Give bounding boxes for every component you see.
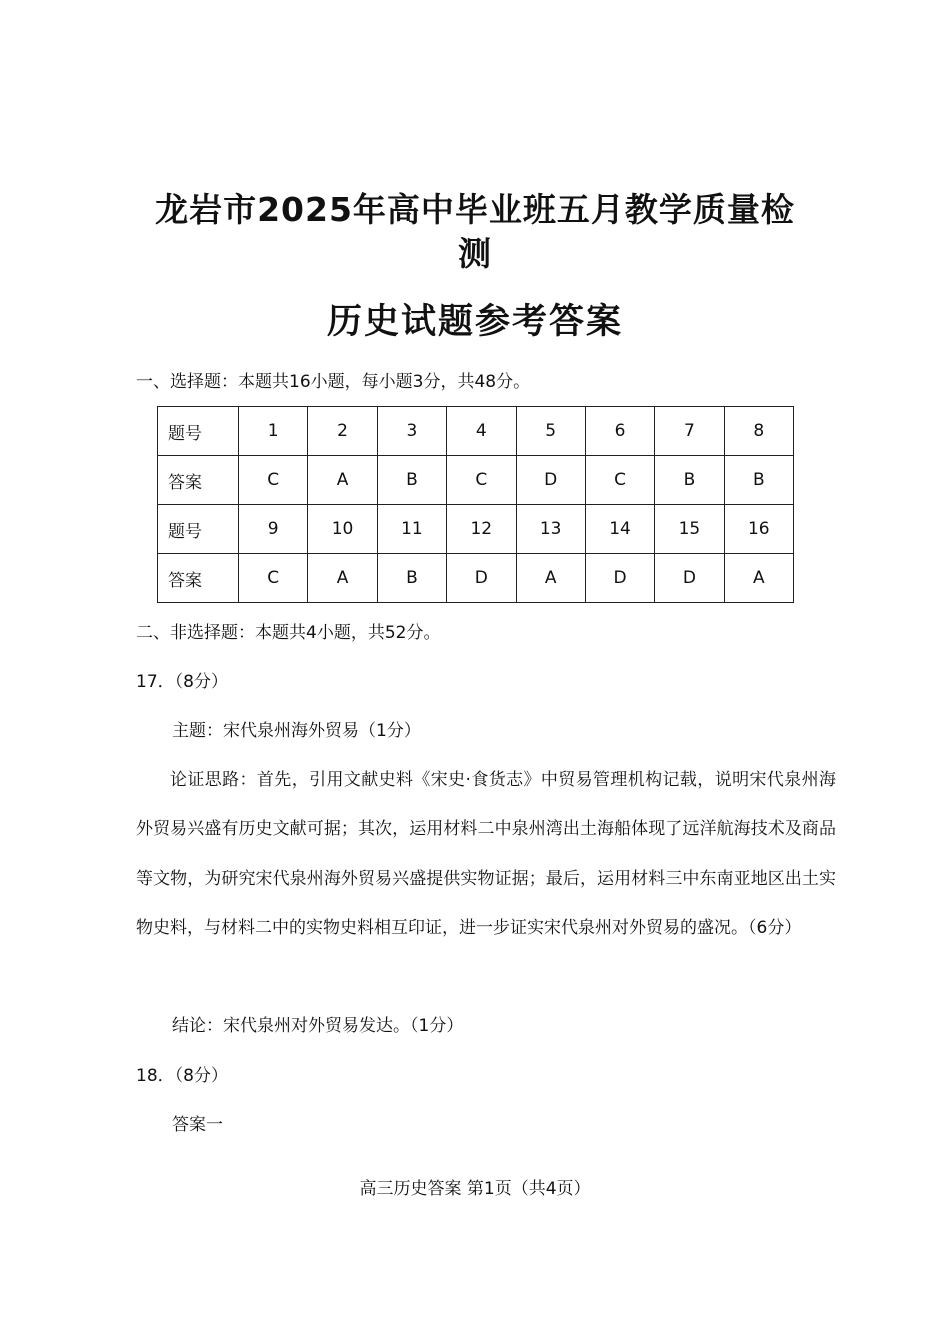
answer-table-cell: 12: [447, 505, 516, 554]
answer-table-cell: 15: [655, 505, 724, 554]
answer-table-cell: B: [377, 456, 446, 505]
document-subtitle: 历史试题参考答案: [326, 302, 623, 342]
answer-table-row: [158, 456, 794, 505]
answer-table-cell: A: [308, 554, 377, 603]
answer-table-cell: B: [377, 554, 446, 603]
answer-table-cell: 8: [724, 407, 793, 456]
answer-table-cell: D: [655, 554, 724, 603]
answer-table-cell: 5: [516, 407, 585, 456]
answer-table-cell: 6: [585, 407, 654, 456]
answer-table-cell: 3: [377, 407, 446, 456]
question-17-conclusion: 结论：宋代泉州对外贸易发达。（1分）: [172, 1016, 464, 1036]
section-2-heading: 二、非选择题：本题共4小题，共52分。: [136, 623, 441, 643]
page-footer: 高三历史答案 第1页（共4页）: [359, 1179, 591, 1199]
answer-table-cell: 16: [724, 505, 793, 554]
answer-table-cell: C: [585, 456, 654, 505]
answer-table-row: [158, 505, 794, 554]
answer-table-cell: B: [655, 456, 724, 505]
answer-table-cell: C: [239, 554, 308, 603]
answer-table-cell: 9: [239, 505, 308, 554]
answer-table-cell: D: [447, 554, 516, 603]
answer-table-cell: A: [308, 456, 377, 505]
answer-table-row-label: 答案: [158, 554, 239, 603]
answer-table-cell: 2: [308, 407, 377, 456]
answer-table-cell: 7: [655, 407, 724, 456]
answer-table-cell: C: [239, 456, 308, 505]
answer-table-cell: 13: [516, 505, 585, 554]
document-title: 龙岩市2025年高中毕业班五月教学质量检测: [155, 190, 795, 273]
answer-table-cell: 11: [377, 505, 446, 554]
answer-table-row: [158, 407, 794, 456]
question-17-number: 17．（8分）: [136, 672, 228, 692]
answer-table-row-label: 题号: [158, 407, 239, 456]
answer-table-cell: A: [724, 554, 793, 603]
answer-table-cell: D: [585, 554, 654, 603]
answer-table-cell: 10: [308, 505, 377, 554]
answer-table-cell: C: [447, 456, 516, 505]
question-18-answer-one: 答案一: [172, 1115, 223, 1135]
section-1-heading: 一、选择题：本题共16小题，每小题3分，共48分。: [136, 372, 531, 392]
question-17-theme: 主题：宋代泉州海外贸易（1分）: [172, 721, 421, 741]
answer-table-row-label: 答案: [158, 456, 239, 505]
answer-table-cell: B: [724, 456, 793, 505]
question-17-argument: 论证思路：首先，引用文献史料《宋史·食货志》中贸易管理机构记载，说明宋代泉州海外贸易兴盛有历史文献可据；其次，运用材料二中泉州湾出土海船体现了远洋航海技术及商品等文物，为研究宋代泉州海外贸易兴盛提供实物证据；最后，运用材料三中东南亚地区出土实物史料，与材料二中的实物史料相互印证，进一步证实宋代泉州对外贸易的盛况。（6分）: [136, 770, 836, 938]
answer-table-row-label: 题号: [158, 505, 239, 554]
answer-table-cell: A: [516, 554, 585, 603]
question-18-number: 18．（8分）: [136, 1066, 228, 1086]
answer-table-cell: 14: [585, 505, 654, 554]
answer-table-cell: D: [516, 456, 585, 505]
answer-table-row: [158, 554, 794, 603]
answer-table: [157, 406, 794, 603]
answer-table-cell: 4: [447, 407, 516, 456]
answer-table-cell: 1: [239, 407, 308, 456]
